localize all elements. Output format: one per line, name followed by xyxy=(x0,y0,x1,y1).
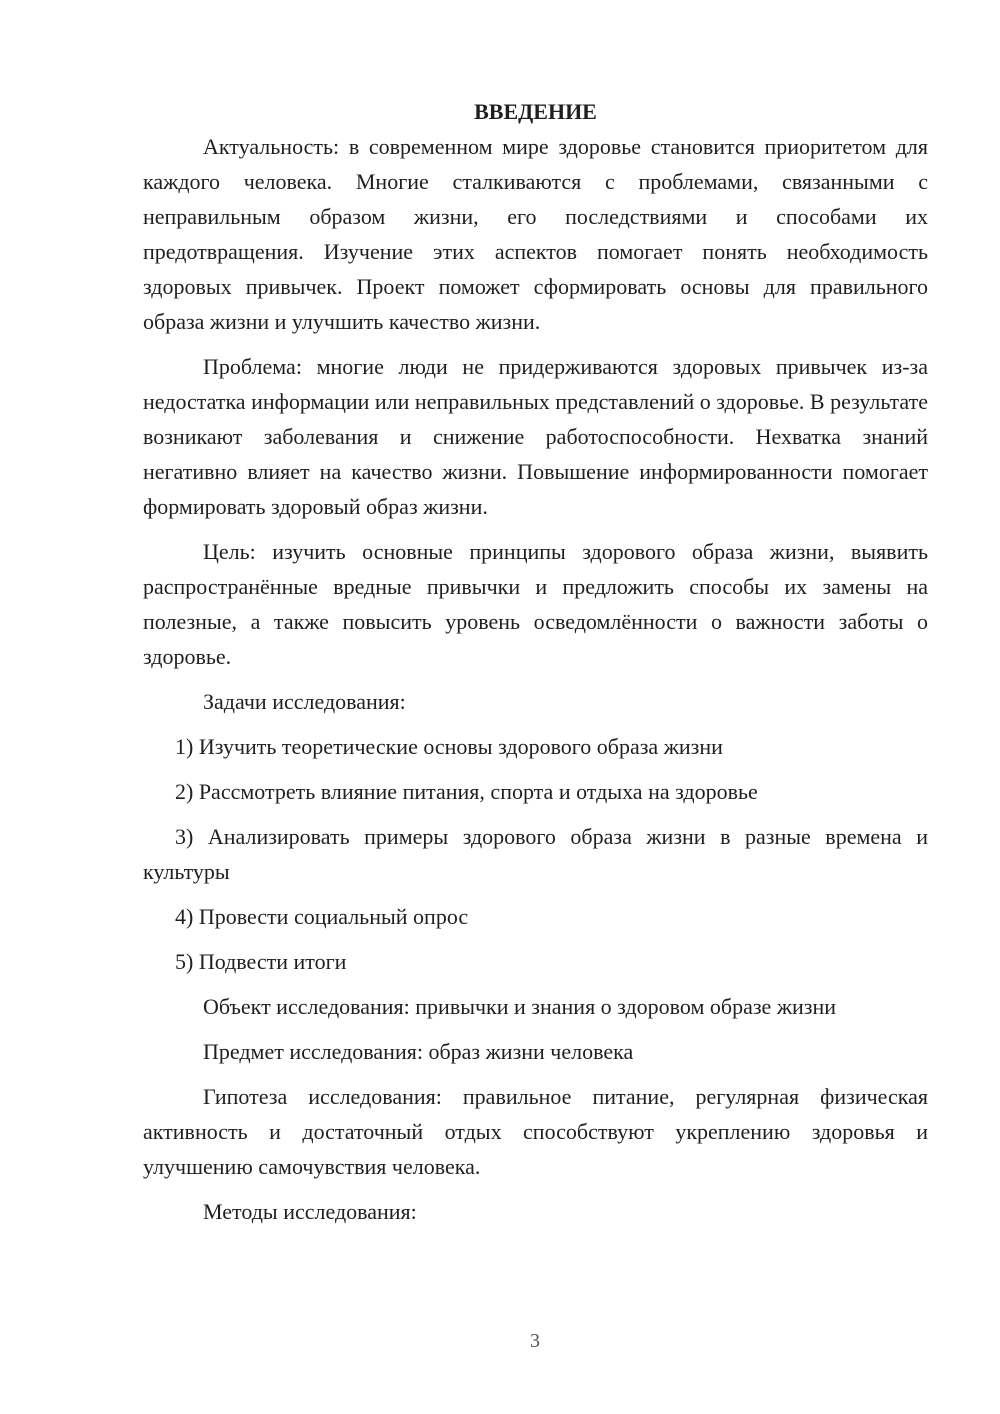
hypothesis-paragraph: Гипотеза исследования: правильное питание, регулярная физическая активность и достаточный отдых способствуют укреплению здоровья и улучшению самочувствия человека. xyxy=(143,1084,928,1179)
research-object: Объект исследования: привычки и знания о здоровом образе жизни xyxy=(203,994,837,1019)
task-item-2: 2) Рассмотреть влияние питания, спорта и отдыха на здоровье xyxy=(175,779,758,804)
research-subject: Предмет исследования: образ жизни человека xyxy=(203,1039,634,1064)
page-number: 3 xyxy=(530,1330,540,1352)
task-item-4: 4) Провести социальный опрос xyxy=(175,904,469,929)
tasks-heading: Задачи исследования: xyxy=(203,689,406,714)
task-item-1: 1) Изучить теоретические основы здорового образа жизни xyxy=(175,734,723,759)
document-page xyxy=(143,94,928,1239)
task-item-5: 5) Подвести итоги xyxy=(175,949,347,974)
page-title: ВВЕДЕНИЕ xyxy=(474,99,597,124)
goal-paragraph: Цель: изучить основные принципы здорового образа жизни, выявить распространённые вредные привычки и предложить способы их замены на полезные, а также повысить уровень осведомлённости о важности заботы о здоровье. xyxy=(143,539,928,669)
relevance-paragraph: Актуальность: в современном мире здоровье становится приоритетом для каждого человека. Многие сталкиваются с проблемами, связанными с неправильным образом жизни, его последствиями и способами их предотвращения. Изучение этих аспектов помогает понять необходимость здоровых привычек. Проект поможет сформировать основы для правильного образа жизни и улучшить качество жизни. xyxy=(143,134,928,334)
problem-paragraph: Проблема: многие люди не придерживаются здоровых привычек из-за недостатка информации или неправильных представлений о здоровье. В результате возникают заболевания и снижение работоспособности. Нехватка знаний негативно влияет на качество жизни. Повышение информированности помогает формировать здоровый образ жизни. xyxy=(143,354,929,519)
task-item-3: 3) Анализировать примеры здорового образа жизни в разные времена и культуры xyxy=(143,824,928,884)
methods-heading: Методы исследования: xyxy=(203,1199,417,1224)
